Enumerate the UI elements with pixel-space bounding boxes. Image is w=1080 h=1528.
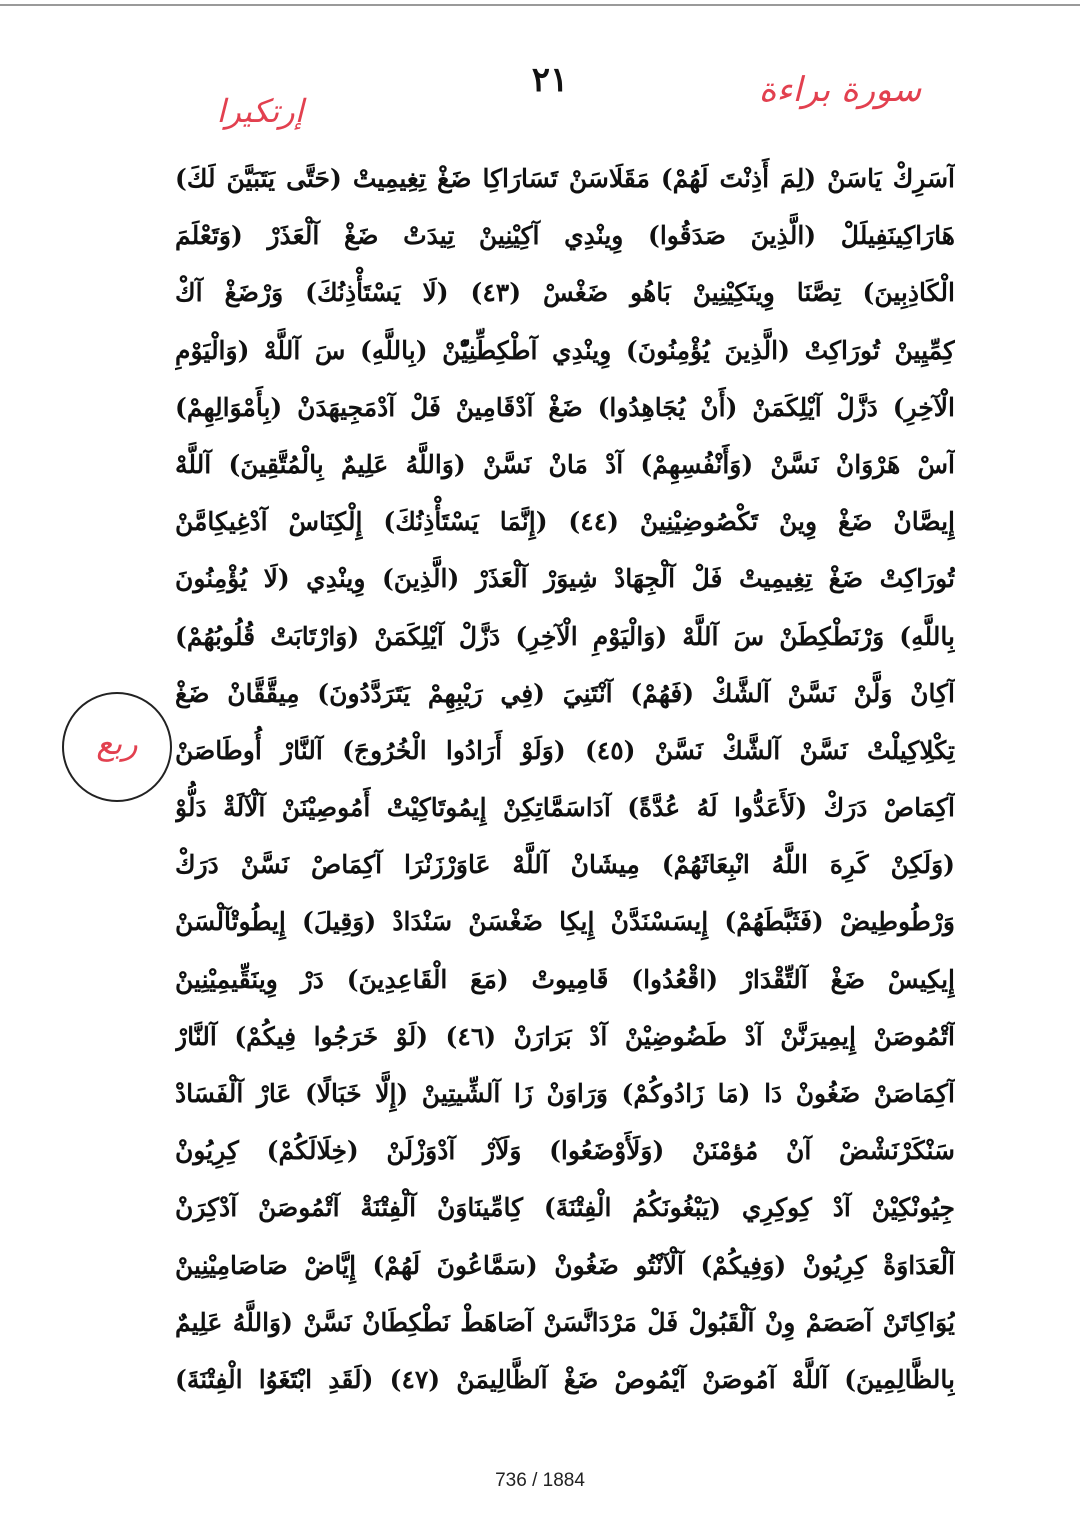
- text-line-17: آكِمَاصَنْ ضَغُونْ دَا (مَا زَادُوكُمْ) وَرَاوَنْ زَا آلشِّيتِينْ (إِلَّا خَبَالًا) عَارْ آلْفَسَادْ: [175, 1079, 955, 1108]
- text-line-13: (وَلَكِنْ كَرِهَ اللَّهُ انْبِعَاثَهُمْ) مِيشَانْ آللَّهْ عَاوَرْزَنْرَا آكِمَاصْ نَسَّنْ دَرَكْ: [175, 850, 955, 880]
- text-line-5: الْآخِرِ) دَزَّلْ آيْلِكَمَنْ (أَنْ يُجَاهِدُوا) ضَغْ آدْقَامِينْ فَلْ آدْمَجِيهَدَنْ (بِأَمْوَالِهِمْ): [175, 392, 955, 422]
- text-line-8: تُورَاكِتْ ضَغْ تِغِيمِيتْ فَلْ آلْجِهَادْ شِيوَرْ آلْعَذَرْ (الَّذِينَ) وِينْدِي (لَا يُؤْمِنُونَ: [175, 564, 955, 594]
- text-line-14: وَرْطُوطِيضْ (فَثَبَّطَهُمْ) إِيسَسْنَدَّنْ إِيكِا ضَغْسَنْ سَنْدَادْ (وَقِيلَ) إِيطُوتْآلْسَنْ: [175, 907, 955, 937]
- text-line-15: إِيكِيسْ ضَغْ آلتِّقْدَارْ (اقْعُدُوا) قَامِيوتْ (مَعَ الْقَاعِدِينَ) دَرْ وِينَقِّيمِيْنِينْ: [175, 964, 955, 994]
- text-line-3: الْكَاذِبِينَ) تِصَّنَا وِينَكِيْنِينْ بَاهُو ضَغْسْ (٤٣) (لَا يَسْتَأْذِنُكَ) وَرْضَغْ آكْ: [175, 278, 955, 308]
- text-line-4: كِمِّيِينْ تُورَاكِتْ (الَّذِينَ يُؤْمِنُونَ) وِينْدِي آطْكِطِّنِيّْنْ (بِاللَّهِ) سَ آللَّهْ (وَالْيَوْمِ: [175, 335, 955, 365]
- text-line-19: جِيُونْكِيْنْ آدْ كِوكِرِي (يَبْغُونَكُمُ الْفِتْنَةَ) كِامِّينَاوَنْ آلْفِتْنَةْ آتْمُوصَنْ آدْكِرَنْ: [175, 1193, 955, 1223]
- page-indicator: 736 / 1884: [495, 1470, 585, 1491]
- text-line-20: آلْعَدَاوَةْ كِرِيُونْ (وَفِيكُمْ) آلْآنْتُو ضَغُونْ (سَمَّاعُونَ لَهُمْ) إِيَّاضْ صَاصَامِيْنِينْ: [175, 1250, 955, 1280]
- text-line-12: آكِمَاصْ دَرَكْ (لَأَعَدُّوا لَهُ عُدَّةً) آدَاسَمَّاتِكِنْ إِيمُوتَاكِيْتْ أَمُوصِيْنَنْ آلْآلَةْ دَلُّوْ: [175, 793, 955, 823]
- text-line-11: تِكْلِاكِيلْتْ نَسَّنْ آلشَّكْ نَسَّنْ (٤٥) (وَلَوْ أَرَادُوا الْخُرُوجَ) آلنَّارْ أُوطَاصَنْ: [175, 735, 955, 765]
- top-border-line: [0, 4, 1080, 6]
- text-line-1: آسَرِكْ يَاسَنْ (لِمَ أَذِنْتَ لَهُمْ) مَقَلَاسَنْ تَسَارَاكِا ضَغْ تِغِيمِيتْ (حَتَّى يَتَبَيَّنَ لَكَ): [175, 164, 955, 193]
- text-line-10: آكِانْ وَلَّنْ نَسَّنْ آلشَّكْ (فَهُمْ) آنْتَنِيَ (فِي رَيْبِهِمْ يَتَرَدَّدُونَ) مِيقَّقَّانْ ضَغْ: [175, 678, 955, 708]
- text-line-22: بِالظَّالِمِينَ) آللَّهْ آمُوصَنْ آيْمُوصْ ضَغْ آلظَّالِيمَنْ (٤٧) (لَقَدِ ابْتَغَوُا الْفِتْنَةَ): [175, 1364, 955, 1394]
- text-line-21: يُوَاكِاتَنْ آصَصَمْ وِنْ آلْقَبُولْ فَلْ مَرْدَانَّسَنْ آصَاهَطْ نَطْكِطَانْ نَسَّنْ (وَاللَّهُ عَلِيمٌ: [175, 1307, 955, 1337]
- text-line-16: آتْمُوصَنْ إِيمِيرَنَّنْ آدْ طَضُوضِيْنْ آدْ بَرَارَنْ (٤٦) (لَوْ خَرَجُوا فِيكُمْ) آلنَّارْ: [175, 1021, 955, 1051]
- text-line-9: بِاللَّهِ) وَرْنَطْكِطَنْ سَ آللَّهْ (وَالْيَوْمِ الْآخِرِ) دَزَّلْ آيْلِكَمَنْ (وَارْتَابَتْ قُلُوبُهُمْ): [175, 621, 955, 651]
- quarter-marker-label: ربع: [96, 724, 138, 762]
- surah-annotation: سورة براءة: [758, 70, 922, 110]
- language-annotation: إرتكيرا: [216, 92, 304, 130]
- text-line-6: آسْ هَرْوَانْ نَسَّنْ (وَأَنْفُسِهِمْ) آدْ مَانْ نَسَّنْ (وَاللَّهُ عَلِيمٌ بِالْمُتَّقِينَ) آللَّهْ: [175, 449, 955, 479]
- text-line-2: هَارَاكِينَفِيلَلْ (الَّذِينَ صَدَقُوا) وِينْدِي آكِيْنِينْ تِيدَتْ ضَغْ آلْعَذَرْ (وَتَعْلَمَ: [175, 221, 955, 251]
- text-line-7: إِيصَّانْ ضَغْ وِينْ تَكْصُوضِيْنِينْ (٤٤) (إِنَّمَا يَسْتَأْذِنُكَ) إِلْكِنَاسْ آدْغِيكِامَّنْ: [175, 507, 955, 537]
- quarter-marker-circle: [62, 692, 172, 802]
- text-line-18: سَنْكَرْنَشْضْ آنْ مُؤمْنَنْ (وَلَأَوْضَعُوا) وَلَآرْ آدْوَزْلَنْ (خِلَالَكُمْ) كِرِيُونْ: [175, 1136, 955, 1166]
- main-text-block: [175, 150, 955, 1408]
- page-number: ٢١: [531, 60, 569, 100]
